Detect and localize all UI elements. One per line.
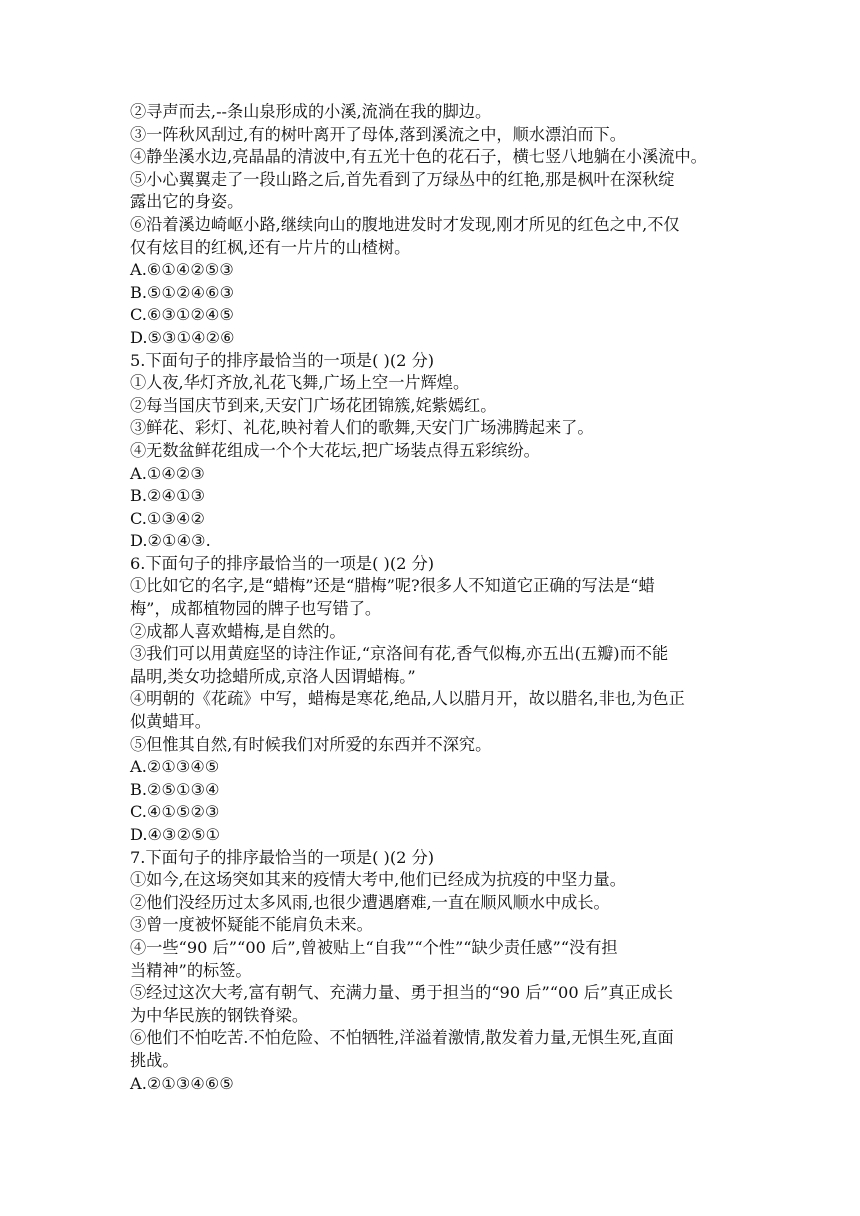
option-line: A.②①③④⑤ xyxy=(130,757,220,777)
text-line: ⑥他们不怕吃苦.不怕危险、不怕牺牲,洋溢着激情,散发着力量,无惧生死,直面 xyxy=(130,1028,674,1048)
text-line: ③鲜花、彩灯、礼花,映衬着人们的歌舞,天安门广场沸腾起来了。 xyxy=(130,418,594,438)
text-line: ③我们可以用黄庭坚的诗注作证,“京洛间有花,香气似梅,亦五出(五瓣)而不能 xyxy=(130,644,669,664)
text-line: ⑥沿着溪边崎岖小路,继续向山的腹地进发时才发现,刚才所见的红色之中,不仅 xyxy=(130,214,680,234)
option-line: A.①④②③ xyxy=(130,463,205,483)
text-line: ④明朝的《花疏》中写，蜡梅是寒花,绝品,人以腊月开，故以腊名,非也,为色正 xyxy=(130,689,685,709)
text-line: ④无数盆鲜花组成一个个大花坛,把广场装点得五彩缤纷。 xyxy=(130,440,540,460)
document-page xyxy=(130,101,750,1095)
text-line: ②寻声而去,--条山泉形成的小溪,流淌在我的脚边。 xyxy=(130,102,492,121)
text-line: ②每当国庆节到来,天安门广场花团锦簇,姹紫嫣红。 xyxy=(130,395,497,415)
option-line: B.⑤①②④⑥③ xyxy=(130,282,235,302)
text-line: ④静坐溪水边,亮晶晶的清波中,有五光十色的花石子，横七竖八地躺在小溪流中。 xyxy=(130,147,707,167)
text-line: ⑤经过这次大考,富有朝气、充满力量、勇于担当的“90 后”“00 后”真正成长 xyxy=(130,983,673,1003)
text-line: 似黄蜡耳。 xyxy=(130,712,211,732)
text-line: ②成都人喜欢蜡梅,是自然的。 xyxy=(130,621,346,641)
option-line: B.②⑤①③④ xyxy=(130,779,220,799)
text-line: 仅有炫目的红枫,还有一片片的山楂树。 xyxy=(130,237,411,257)
text-line: 为中华民族的钢铁脊梁。 xyxy=(130,1005,309,1025)
option-line: D.⑤③①④②⑥ xyxy=(130,327,235,347)
option-line: D.④③②⑤① xyxy=(130,825,221,844)
question-heading: 6.下面句子的排序最恰当的一项是( )(2 分) xyxy=(130,553,435,573)
text-line: ③曾一度被怀疑能不能肩负未来。 xyxy=(130,915,373,935)
text-line: 梅”，成都植物园的牌子也写错了。 xyxy=(130,599,382,619)
text-line: ④一些“90 后”“00 后”,曾被贴上“自我”“个性”“缺少责任感”“没有担 xyxy=(130,937,618,957)
option-line: A.⑥①④②⑤③ xyxy=(130,260,234,280)
option-line: B.②④①③ xyxy=(130,486,206,506)
text-line: ②他们没经历过太多风雨,也很少遭遇磨难,一直在顺风顺水中成长。 xyxy=(130,892,610,912)
option-line: D.②①④③. xyxy=(130,531,211,551)
text-line: ①如今,在这场突如其来的疫情大考中,他们已经成为抗疫的中坚力量。 xyxy=(130,870,626,890)
question-heading: 7.下面句子的排序最恰当的一项是( )(2 分) xyxy=(130,847,435,867)
text-line: 晶明,类女功捻蜡所成,京洛人因谓蜡梅。” xyxy=(130,666,416,686)
text-line: ①比如它的名字,是“蜡梅”还是“腊梅”呢?很多人不知道它正确的写法是“蜡 xyxy=(130,576,655,596)
text-line: ⑤但惟其自然,有时候我们对所爱的东西并不深究。 xyxy=(130,734,492,754)
option-line: C.①③④② xyxy=(130,508,206,528)
text-line: 露出它的身姿。 xyxy=(130,192,244,212)
option-line: A.②①③④⑥⑤ xyxy=(130,1073,234,1093)
question-heading: 5.下面句子的排序最恰当的一项是( )(2 分) xyxy=(130,350,435,370)
text-line: ①人夜,华灯齐放,礼花飞舞,广场上空一片辉煌。 xyxy=(130,373,470,393)
text-line: 挑战。 xyxy=(130,1050,179,1070)
text-line: ⑤小心翼翼走了一段山路之后,首先看到了万绿丛中的红艳,那是枫叶在深秋绽 xyxy=(130,169,675,189)
text-line: ③一阵秋风刮过,有的树叶离开了母体,落到溪流之中，顺水漂泊而下。 xyxy=(130,124,626,144)
text-line: 当精神”的标签。 xyxy=(130,960,252,980)
option-line: C.⑥③①②④⑤ xyxy=(130,305,235,325)
option-line: C.④①⑤②③ xyxy=(130,802,220,822)
